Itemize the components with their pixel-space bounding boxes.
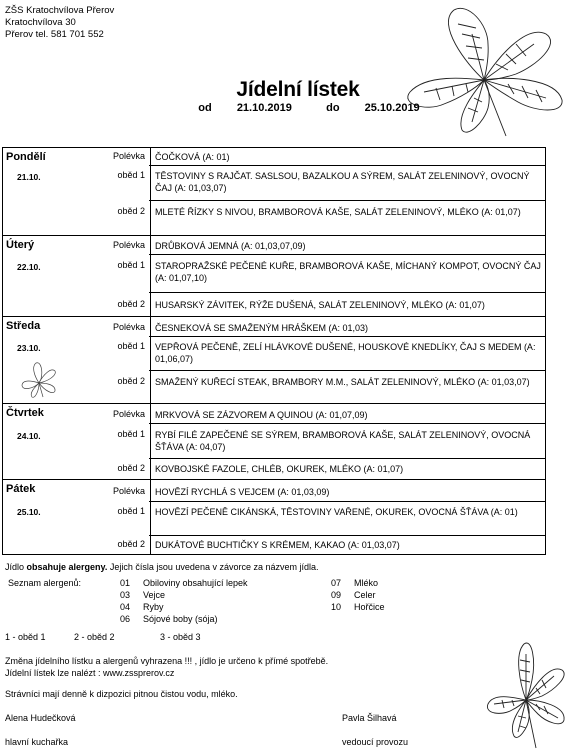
allergen-name: Ryby: [143, 602, 164, 612]
row-text: TĚSTOVINY S RAJČAT. SASLSOU, BAZALKOU A SÝREM, SALÁT ZELENINOVÝ, OVOCNÝ ČAJ (A: 01,03,07): [150, 165, 542, 200]
row-label: oběd 2: [117, 539, 145, 549]
row-text: DRŮBKOVÁ JEMNÁ (A: 01,03,07,09): [150, 236, 542, 254]
day-date: 25.10.: [17, 507, 41, 517]
allergen-name: Hořčice: [354, 602, 385, 612]
row-text: STAROPRAŽSKÉ PEČENÉ KUŘE, BRAMBOROVÁ KAŠE, MÍCHANÝ KOMPOT, OVOCNÝ ČAJ (A: 01,07,10): [150, 254, 542, 292]
chestnut-leaf-icon: [396, 4, 568, 140]
allergen-code: 09: [331, 590, 342, 600]
row-label: oběd 1: [117, 260, 145, 270]
allergen-code: 03: [120, 590, 131, 600]
from-label: od: [198, 102, 212, 114]
menu-row-soup: [3, 148, 545, 165]
cook-name: Alena Hudečková: [5, 713, 76, 723]
day-date: 21.10.: [17, 172, 41, 182]
legend-lunch-3: 3 - oběd 3: [160, 632, 201, 642]
page-title: Jídelní lístek: [236, 78, 360, 101]
allergen-code: 06: [120, 614, 131, 624]
row-label: oběd 1: [117, 170, 145, 180]
day-name: Pátek: [6, 483, 36, 495]
menu-row-soup: [3, 236, 545, 254]
row-text: HUSARSKÝ ZÁVITEK, RÝŽE DUŠENÁ, SALÁT ZELENINOVÝ, MLÉKO (A: 01,07): [150, 292, 542, 317]
legend-lunch-1: 1 - oběd 1: [5, 632, 46, 642]
day-monday: [3, 148, 545, 235]
row-label: oběd 2: [117, 299, 145, 309]
day-thursday: [3, 403, 545, 479]
school-city-phone: Přerov tel. 581 701 552: [5, 29, 104, 40]
row-text: VEPŘOVÁ PEČENĚ, ZELÍ HLÁVKOVÉ DUŠENÉ, HOUSKOVÉ KNEDLÍKY, ČAJ S MEDEM (A: 01,06,07): [150, 336, 542, 370]
allergen-name: Sójové boby (sója): [143, 614, 218, 624]
row-label: oběd 2: [117, 376, 145, 386]
row-text: HOVĚZÍ RYCHLÁ S VEJCEM (A: 01,03,09): [150, 480, 542, 501]
row-text: RYBÍ FILÉ ZAPEČENÉ SE SÝREM, BRAMBOROVÁ KAŠE, SALÁT ZELENINOVÝ, OVOCNÁ ŠŤÁVA (A: 04,07): [150, 423, 542, 458]
menu-table: [2, 147, 546, 555]
date-range: [0, 102, 574, 114]
allergen-code: 10: [331, 602, 342, 612]
school-name: ZŠS Kratochvílova Přerov: [5, 5, 115, 16]
row-text: ČESNEKOVÁ SE SMAŽENÝM HRÁŠKEM (A: 01,03): [150, 317, 542, 336]
allergen-name: Vejce: [143, 590, 166, 600]
allergen-code: 07: [331, 578, 342, 588]
chestnut-leaf-icon: [484, 640, 568, 750]
menu-row-lunch-1: [3, 254, 545, 292]
row-text: ČOČKOVÁ (A: 01): [150, 148, 542, 165]
row-label: oběd 1: [117, 341, 145, 351]
row-label: oběd 1: [117, 429, 145, 439]
day-name: Čtvrtek: [6, 407, 44, 419]
menu-row-lunch-2: [3, 292, 545, 317]
allergen-name: Obiloviny obsahující lepek: [143, 578, 248, 588]
day-wednesday: [3, 316, 545, 403]
row-text: KOVBOJSKÉ FAZOLE, CHLÉB, OKUREK, MLÉKO (A: 01,07): [150, 458, 542, 480]
cook-role: hlavní kuchařka: [5, 737, 69, 747]
web-note: Jídelní lístek lze nalézt : www.zssprerov.cz: [5, 668, 175, 678]
row-text: SMAŽENÝ KUŘECÍ STEAK, BRAMBORY M.M., SALÁT ZELENINOVÝ, MLÉKO (A: 01,03,07): [150, 370, 542, 404]
menu-row-lunch-1: [3, 423, 545, 458]
menu-row-soup: [3, 480, 545, 501]
row-text: DUKÁTOVÉ BUCHTIČKY S KRÉMEM, KAKAO (A: 01,03,07): [150, 535, 542, 555]
menu-row-lunch-2: [3, 458, 545, 480]
menu-row-lunch-2: [3, 535, 545, 555]
day-date: 23.10.: [17, 343, 41, 353]
row-label: Polévka: [112, 409, 145, 419]
from-date: 21.10.2019: [236, 102, 292, 114]
allergen-note: Jídlo obsahuje alergeny. Jejich čísla jsou uvedena v závorce za názvem jídla.: [5, 562, 319, 572]
row-label: Polévka: [112, 240, 145, 250]
day-tuesday: [3, 235, 545, 316]
to-date: 25.10.2019: [364, 102, 420, 114]
menu-row-soup: [3, 404, 545, 423]
menu-row-lunch-1: [3, 165, 545, 200]
row-label: oběd 1: [117, 506, 145, 516]
allergen-list-label: Seznam alergenů:: [8, 578, 82, 588]
water-note: Strávníci mají denně k dizpozici pitnou čistou vodu, mléko.: [5, 689, 238, 699]
to-label: do: [326, 102, 340, 114]
row-text: HOVĚZÍ PEČENĚ CIKÁNSKÁ, TĚSTOVINY VAŘENÉ, OKUREK, OVOCNÁ ŠŤÁVA (A: 01): [150, 501, 542, 535]
row-text: MRKVOVÁ SE ZÁZVOREM A QUINOU (A: 01,07,09): [150, 404, 542, 423]
legend-lunch-2: 2 - oběd 2: [74, 632, 115, 642]
menu-row-soup: [3, 317, 545, 336]
row-label: Polévka: [112, 151, 145, 161]
menu-row-lunch-2: [3, 200, 545, 235]
row-label: Polévka: [112, 322, 145, 332]
allergen-name: Celer: [354, 590, 376, 600]
day-friday: [3, 479, 545, 554]
day-name: Pondělí: [6, 151, 46, 163]
day-date: 24.10.: [17, 431, 41, 441]
allergen-code: 04: [120, 602, 131, 612]
allergen-code: 01: [120, 578, 131, 588]
row-text: MLETÉ ŘÍZKY S NIVOU, BRAMBOROVÁ KAŠE, SALÁT ZELENINOVÝ, MLÉKO (A: 01,07): [150, 200, 542, 235]
row-label: Polévka: [112, 486, 145, 496]
menu-row-lunch-2: [3, 370, 545, 404]
school-street: Kratochvílova 30: [5, 17, 76, 28]
manager-name: Pavla Šilhavá: [342, 713, 397, 723]
menu-row-lunch-1: [3, 336, 545, 370]
allergen-name: Mléko: [354, 578, 379, 588]
row-label: oběd 2: [117, 463, 145, 473]
day-date: 22.10.: [17, 262, 41, 272]
change-note: Změna jídelního lístku a alergenů vyhrazena !!! , jídlo je určeno k přímé spotřebě.: [5, 656, 329, 666]
manager-role: vedoucí provozu: [342, 737, 409, 747]
day-name: Středa: [6, 320, 41, 332]
row-label: oběd 2: [117, 206, 145, 216]
day-name: Úterý: [6, 239, 35, 251]
menu-row-lunch-1: [3, 501, 545, 535]
